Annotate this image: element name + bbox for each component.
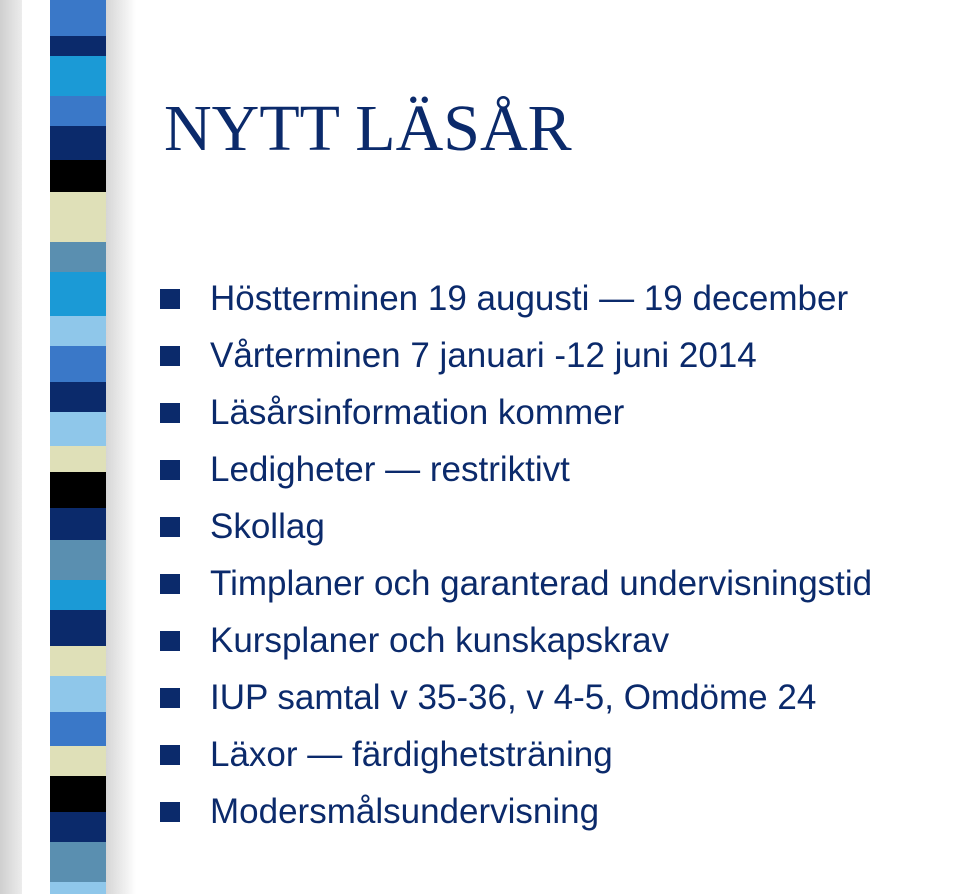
bullet-item <box>160 441 872 498</box>
stripe-band <box>50 812 106 842</box>
bullet-list <box>160 270 872 840</box>
stripe-band <box>50 776 106 812</box>
bullet-item <box>160 783 872 840</box>
square-bullet-icon <box>160 688 180 708</box>
stripe-band <box>50 412 106 446</box>
stripe-band <box>50 842 106 882</box>
stripe-band <box>50 56 106 96</box>
slide-title: NYTT LÄSÅR <box>164 92 572 165</box>
bullet-text: IUP samtal v 35-36, v 4-5, Omdöme 24 <box>210 678 817 717</box>
square-bullet-icon <box>160 631 180 651</box>
stripe-band <box>50 540 106 580</box>
stripe-band <box>50 746 106 776</box>
bullet-text: Modersmålsundervisning <box>210 792 600 831</box>
stripe-band <box>50 580 106 610</box>
stripe-band <box>50 96 106 126</box>
square-bullet-icon <box>160 346 180 366</box>
stripe-band <box>50 382 106 412</box>
stripe-band <box>50 242 106 272</box>
square-bullet-icon <box>160 460 180 480</box>
stripe-band <box>50 508 106 540</box>
bullet-text: Kursplaner och kunskapskrav <box>210 621 670 660</box>
bullet-item <box>160 384 872 441</box>
square-bullet-icon <box>160 574 180 594</box>
stripe-band <box>50 610 106 646</box>
stripe-band <box>50 222 106 242</box>
stripe-band <box>50 446 106 472</box>
bullet-item <box>160 612 872 669</box>
bullet-item <box>160 270 872 327</box>
stripe-band <box>50 126 106 160</box>
bullet-text: Skollag <box>210 507 325 546</box>
stripe-band <box>50 882 106 894</box>
stripe-band <box>50 192 106 222</box>
stripe-left-shadow <box>0 0 22 894</box>
bullet-text: Vårterminen 7 januari -12 juni 2014 <box>210 336 757 375</box>
stripe-band <box>50 36 106 56</box>
stripe-band <box>50 0 106 36</box>
bullet-item <box>160 726 872 783</box>
bullet-item <box>160 669 872 726</box>
bullet-item <box>160 498 872 555</box>
stripe-band <box>50 676 106 712</box>
bullet-text: Timplaner och garanterad undervisningstid <box>210 564 873 603</box>
bullet-text: Ledigheter — restriktivt <box>210 450 570 489</box>
stripe-band <box>50 472 106 508</box>
stripe-right-shadow <box>106 0 136 894</box>
bullet-text: Läxor — färdighetsträning <box>210 735 613 774</box>
decorative-stripe <box>0 0 140 894</box>
stripe-band <box>50 646 106 676</box>
bullet-text: Höstterminen 19 augusti — 19 december <box>210 279 849 318</box>
square-bullet-icon <box>160 289 180 309</box>
stripe-band <box>50 160 106 192</box>
square-bullet-icon <box>160 517 180 537</box>
square-bullet-icon <box>160 403 180 423</box>
square-bullet-icon <box>160 745 180 765</box>
bullet-text: Läsårsinformation kommer <box>210 393 625 432</box>
stripe-band <box>50 316 106 346</box>
bullet-item <box>160 327 872 384</box>
stripe-band <box>50 346 106 382</box>
bullet-item <box>160 555 872 612</box>
stripe-band <box>50 272 106 316</box>
stripe-band <box>50 712 106 746</box>
square-bullet-icon <box>160 802 180 822</box>
